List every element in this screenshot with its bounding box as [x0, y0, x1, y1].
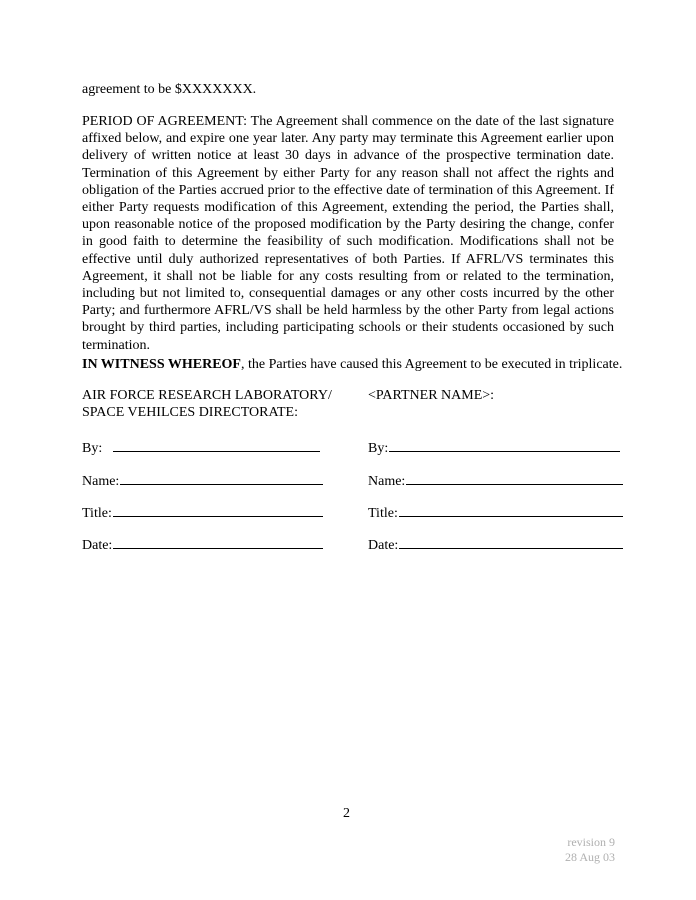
- revision-date: 28 Aug 03: [564, 850, 615, 864]
- witness-statement: [82, 356, 622, 373]
- right-date-line[interactable]: [399, 535, 623, 549]
- left-party-line-2: SPACE VEHILCES DIRECTORATE:: [82, 404, 298, 420]
- revision-number: revision 9: [567, 835, 615, 849]
- left-date-field[interactable]: [82, 535, 323, 554]
- right-name-line[interactable]: [406, 471, 623, 485]
- right-title-label: Title:: [368, 506, 398, 521]
- right-by-line[interactable]: [389, 438, 620, 452]
- right-by-field[interactable]: [368, 438, 620, 457]
- revision-note: [540, 835, 615, 865]
- left-date-line[interactable]: [113, 535, 323, 549]
- right-party-line-1: <PARTNER NAME>:: [368, 388, 495, 403]
- witness-heading: IN WITNESS WHEREOF: [82, 357, 241, 372]
- right-name-field[interactable]: [368, 471, 623, 490]
- page-number: 2: [343, 806, 350, 821]
- left-party-line-1: AIR FORCE RESEARCH LABORATORY/: [82, 388, 332, 403]
- left-date-label: Date:: [82, 538, 113, 553]
- left-by-field[interactable]: [82, 438, 320, 457]
- right-title-field[interactable]: [368, 503, 623, 522]
- witness-text: , the Parties have caused this Agreement to be executed in triplicate.: [240, 357, 623, 372]
- left-name-label: Name:: [82, 474, 120, 489]
- intro-text: agreement to be $XXXXXXX.: [82, 82, 257, 97]
- left-name-field[interactable]: [82, 471, 323, 490]
- left-title-line[interactable]: [113, 503, 323, 517]
- right-by-label: By:: [368, 441, 389, 456]
- left-by-line[interactable]: [113, 438, 320, 452]
- right-party-heading: [368, 388, 494, 405]
- right-name-label: Name:: [368, 474, 406, 489]
- left-party-heading: [82, 388, 332, 421]
- left-title-label: Title:: [82, 506, 112, 521]
- right-date-label: Date:: [368, 538, 399, 553]
- left-title-field[interactable]: [82, 503, 323, 522]
- right-title-line[interactable]: [399, 503, 623, 517]
- right-date-field[interactable]: [368, 535, 623, 554]
- left-by-label: By:: [82, 441, 103, 456]
- period-of-agreement-paragraph: PERIOD OF AGREEMENT: The Agreement shall commence on the date of the last signature affixed below, and expire one year later. Any party may terminate this Agreement earlier upon delivery of written notice at least 30 days in advance of the prospective termination date. Termination of this Agreement by either Party for any reason shall not affect the rights and obligation of the Parties accrued prior to the effective date of termination of this Agreement. If either Party requests modification of this Agreement, extending the period, the Parties shall, upon reasonable notice of the proposed modification by the Party desiring the change, confer in good faith to determine the feasibility of such modification. Modifications shall not be effective until duly authorized representatives of both Parties. If AFRL/VS terminates this Agreement, it shall not be liable for any costs resulting from or related to the termination, including but not limited to, consequential damages or any other costs incurred by the other Party; and furthermore AFRL/VS shall be held harmless by the other Party from legal actions brought by third parties, including participating schools or their students occasioned by such termination.: [82, 114, 614, 353]
- left-name-line[interactable]: [120, 471, 323, 485]
